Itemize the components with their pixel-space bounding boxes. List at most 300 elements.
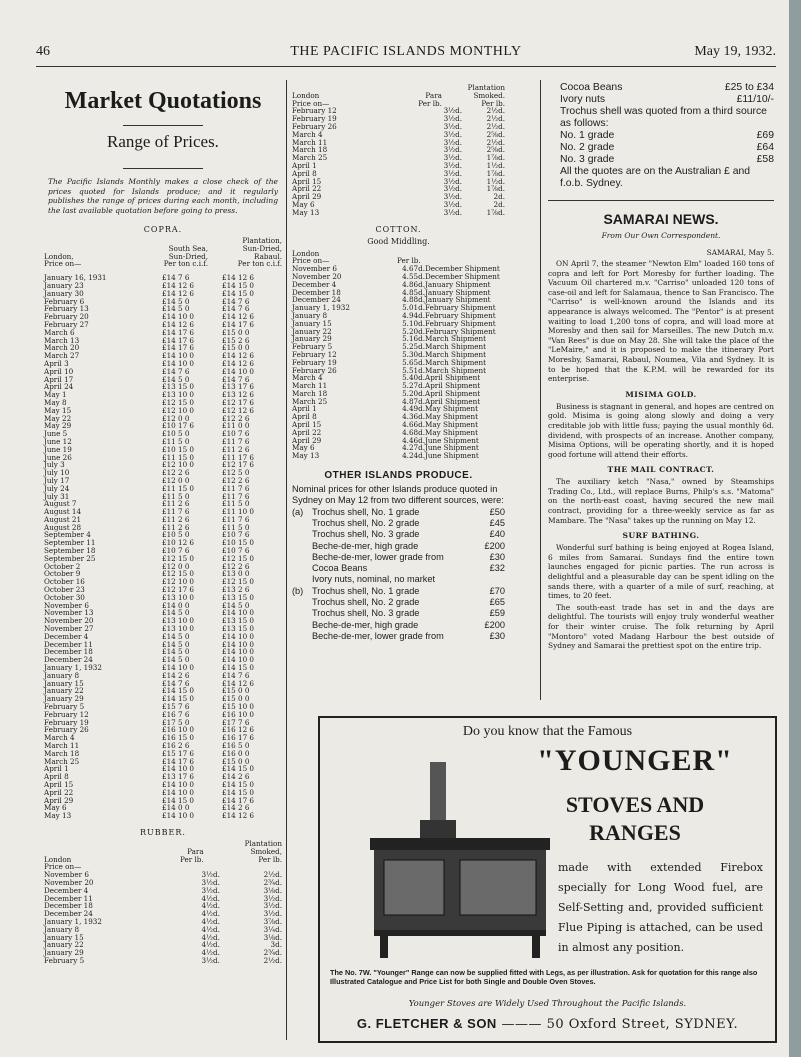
rubber2-table-cell: February 19 <box>292 114 337 124</box>
cotton-table-cell: 5.16d. <box>402 334 425 344</box>
cotton-table-cell: November 6 <box>292 264 337 274</box>
copra-table-cell: £14 5 0 <box>162 655 190 665</box>
rubber2-table-cell: 2½d. <box>486 114 505 124</box>
misima-gold-heading: MISIMA GOLD. <box>625 389 697 399</box>
cotton-table-cell: 4.46d. <box>402 435 425 445</box>
ad-stoves-and: STOVES AND <box>565 792 705 817</box>
rubber2-table-cell: April 22 <box>292 184 322 194</box>
copra-table-cell: £14 10 0 <box>222 608 255 618</box>
cotton-table-cell: 5.27d. <box>402 381 425 391</box>
copra-table-cell: £11 5 0 <box>222 499 250 509</box>
rubber-table-cell: 3d. <box>270 940 282 950</box>
issue-date: May 19, 1932. <box>694 44 776 59</box>
rubber-table-cell: 2½d. <box>263 955 282 965</box>
rubber-table-cell: 4½d. <box>201 916 220 926</box>
copra-table-cell: October 2 <box>44 561 81 571</box>
copra-title: COPRA. <box>143 225 183 234</box>
copra-table-cell: £14 0 0 <box>162 803 190 813</box>
copra-table-cell: £14 15 0 <box>222 280 255 290</box>
copra-table-cell: £13 15 0 <box>222 624 255 634</box>
copra-table-cell: June 12 <box>44 436 72 446</box>
oip-a-cell <box>292 518 312 529</box>
cotton-table-cell: December 24 <box>292 295 341 305</box>
market-intro: The Pacific Islands Monthly makes a close check of the prices quoted for Islands produce; and it regularly publishes the range of prices during each month, including the last available quotation before going to press. <box>48 177 278 215</box>
oip-b-cell: £65 <box>489 597 505 608</box>
rubber-table-cell: 2½d. <box>263 870 282 880</box>
rubber-table-cell: January 1, 1932 <box>44 916 102 926</box>
copra-table-cell: November 6 <box>44 600 89 610</box>
copra-table-cell: £16 2 6 <box>162 741 190 750</box>
copra-table-cell: £14 17 6 <box>162 335 195 345</box>
rubber-table-cell: 4½d. <box>201 940 220 950</box>
oip-a-row <box>292 529 505 540</box>
copra-table-cell: January 30 <box>44 288 84 298</box>
copra-table-cell: £14 12 6 <box>162 288 195 298</box>
cotton-table-row <box>292 452 505 460</box>
oip-b-row <box>292 586 505 597</box>
rubber2-table-cell: March 25 <box>292 153 328 163</box>
page-header <box>36 44 776 62</box>
copra-table-cell: £10 7 6 <box>222 530 250 540</box>
cotton-table-cell: January Shipment <box>425 287 491 297</box>
copra-table-cell: January 22 <box>44 686 84 696</box>
oip-b-row <box>292 620 505 631</box>
copra-table-cell: £11 2 6 <box>162 514 190 524</box>
copra-table-cell: £14 10 0 <box>162 351 195 361</box>
copra-table-cell: February 27 <box>44 319 89 329</box>
rubber2-table-row <box>292 162 505 170</box>
copra-table-cell: February 5 <box>44 702 85 712</box>
rubber2-table-cell: 1⅞d. <box>486 168 505 178</box>
cotton-table-cell: 4.27d. <box>402 443 425 453</box>
copra-table-cell: £11 2 6 <box>162 499 190 509</box>
copra-table-cell: £11 15 0 <box>162 483 195 493</box>
rubber2-table-cell: March 4 <box>292 129 323 139</box>
rubber2-table-cell: 2½d. <box>486 106 505 116</box>
ad-fine-print: The No. 7W. "Younger" Range can now be supplied fitted with Legs, as per illustration. Ask for quotation for this range also Illustrated Catalogue and Price List for both Single and Double Oven Stoves. <box>330 968 758 986</box>
oip-a-row <box>292 552 505 563</box>
market-quotations-title: Market Quotations <box>64 88 262 114</box>
oip-b-row <box>292 608 505 619</box>
copra-table-cell: April 15 <box>44 779 74 789</box>
rubber-table-cell: 2¾d. <box>263 877 282 887</box>
copra-table-cell: £11 7 6 <box>222 436 250 446</box>
copra-table-cell: £14 7 6 <box>222 374 250 384</box>
copra-table-cell: £10 7 6 <box>162 546 190 556</box>
copra-table-cell: November 20 <box>44 616 94 626</box>
rubber2-table-cell: 3½d. <box>443 207 462 217</box>
news-paragraph-mail: The auxiliary ketch "Nasa," owned by Steamships Trading Co., Ltd., will replace Burns, Philp's s.s. "Matoma" on the north-east coast, having secured the new mail contract, providing for a three-weekly service as far as Mambare. The "Nasa" takes up the running on May 12. <box>548 477 774 525</box>
column-prices <box>292 84 505 642</box>
copra-table-cell: November 13 <box>44 608 94 618</box>
copra-table-cell: £14 10 0 <box>162 764 195 774</box>
copra-table-cell: May 6 <box>44 803 67 813</box>
rubber-table-cell: 3¼d. <box>263 924 282 934</box>
copra-table-cell: February 26 <box>44 725 89 735</box>
copra-table-cell: £12 15 0 <box>162 397 195 407</box>
rubber2-table-cell: 3½d. <box>443 184 462 194</box>
copra-table-cell: £14 10 0 <box>162 811 195 821</box>
copra-table-cell: July 24 <box>44 483 70 493</box>
page-number: 46 <box>36 44 50 59</box>
copra-table-cell: £10 15 0 <box>222 538 255 548</box>
copra-table-cell: February 20 <box>44 312 89 322</box>
copra-table-cell: May 15 <box>44 405 72 415</box>
oip-a-cell: Beche-de-mer, high grade <box>312 540 419 551</box>
copra-table-cell: January 8 <box>44 670 80 680</box>
rubber2-table-cell: 2½d. <box>486 121 505 131</box>
copra-table-cell: March 11 <box>44 741 80 750</box>
copra-table-cell: £14 5 0 <box>162 304 190 314</box>
copra-table-cell: March 4 <box>44 733 75 743</box>
copra-table-cell: £14 7 6 <box>162 678 190 688</box>
oip-a-row <box>292 563 505 574</box>
rubber-table-cell: 3½d. <box>201 877 220 887</box>
copra-table-cell: £10 5 0 <box>162 429 190 439</box>
copra-table-cell: £12 17 6 <box>222 460 255 470</box>
copra-table-cell: £11 10 0 <box>222 507 255 517</box>
cotton-table-cell: 5.65d. <box>402 357 425 367</box>
copra-table-cell: £13 10 0 <box>162 390 195 400</box>
copra-table-cell: £13 17 6 <box>162 772 195 782</box>
cotton-table-cell: 4.49d. <box>402 404 425 414</box>
copra-table-cell: £12 17 6 <box>222 397 255 407</box>
oip-b-cell: Beche-de-mer, lower grade from <box>312 630 444 641</box>
cotton-table-cell: February Shipment <box>425 303 496 313</box>
rubber-title: RUBBER. <box>140 827 186 837</box>
cotton-table-cell: February 19 <box>292 357 337 367</box>
copra-table-cell: £13 15 0 <box>162 382 195 392</box>
copra-table-row <box>44 812 282 820</box>
rubber-table-cell: 4½d. <box>201 932 220 942</box>
copra-table-cell: £14 12 6 <box>162 280 195 290</box>
cotton-table-cell: March Shipment <box>425 342 487 352</box>
copra-table-cell: £14 15 0 <box>162 795 195 805</box>
stove-illustration <box>360 760 560 960</box>
copra-table-cell: £10 5 0 <box>162 530 190 540</box>
cotton-table-cell: June Shipment <box>425 435 479 445</box>
cotton-table-cell: 5.10d. <box>402 318 425 328</box>
copra-table-cell: March 27 <box>44 351 80 361</box>
other-produce-list-a <box>292 507 505 575</box>
cotton-table-cell: March Shipment <box>425 334 487 344</box>
cotton-table-cell: February Shipment <box>425 326 496 336</box>
rubber-table-cell: December 24 <box>44 909 93 919</box>
cotton-table-cell: May Shipment <box>425 412 479 422</box>
copra-table-cell: £12 10 0 <box>162 460 195 470</box>
oip-a-cell <box>292 529 312 540</box>
copra-table-cell: May 1 <box>44 390 67 400</box>
copra-table-cell: £14 5 0 <box>162 647 190 657</box>
rubber2-table-cell: 1⅞d. <box>486 153 505 163</box>
ad-address: 50 Oxford Street, SYDNEY. <box>546 1017 739 1032</box>
rubber2-table-row <box>292 201 505 209</box>
copra-table-cell: £14 2 6 <box>222 772 250 782</box>
rubber-table-cell: 3⅛d. <box>263 932 282 942</box>
rubber-table-cell: 3½d. <box>201 870 220 880</box>
cotton-table-cell: March 25 <box>292 396 328 406</box>
copra-table-cell: £13 15 0 <box>222 616 255 626</box>
copra-table-cell: £12 15 0 <box>222 553 255 563</box>
copra-table-cell: June 26 <box>44 452 72 462</box>
rubber-table-cell: 4½d. <box>201 948 220 958</box>
rubber2-table-row <box>292 178 505 186</box>
copra-table-cell: £11 7 6 <box>222 483 250 493</box>
copra-table-cell: £14 7 6 <box>222 304 250 314</box>
oip-b-cell: £30 <box>489 630 505 641</box>
cotton-table-cell: 5.25d. <box>402 342 425 352</box>
oip-a-cell: Trochus shell, No. 3 grade <box>312 529 420 540</box>
cotton-table-cell: April 8 <box>292 412 317 422</box>
rubber2-table-cell: 2d. <box>493 192 505 202</box>
other-produce-title: OTHER ISLANDS PRODUCE. <box>324 470 473 482</box>
copra-table-cell: £15 0 0 <box>222 694 250 704</box>
copra-table-cell: £12 2 6 <box>222 561 250 571</box>
oip-a-cell: Cocoa Beans <box>312 563 368 574</box>
oip-a-cell: £50 <box>489 506 505 517</box>
subtitle-rule <box>123 168 203 169</box>
copra-table-cell: £16 15 0 <box>162 733 195 743</box>
copra-table-cell: September 18 <box>44 546 96 556</box>
copra-table-cell: £14 10 0 <box>162 787 195 797</box>
copra-table-cell: £12 5 0 <box>222 468 250 478</box>
copra-table-cell: December 18 <box>44 647 93 657</box>
cotton-table-cell: 4.85d. <box>402 287 425 297</box>
rubber2-table-cell: May 13 <box>292 207 320 217</box>
dateline: SAMARAI, May 5. <box>706 248 774 257</box>
copra-table-cell: August 21 <box>44 514 82 524</box>
copra-table-cell: £14 5 0 <box>222 600 250 610</box>
copra-table-cell: £17 5 0 <box>162 717 190 727</box>
header-rule <box>36 66 776 67</box>
cotton-table-cell: 4.55d. <box>402 271 425 281</box>
oip-a-cell: £200 <box>484 540 505 551</box>
oip-b-cell: Beche-de-mer, high grade <box>312 619 419 630</box>
rubber2-table-cell: April 29 <box>292 192 322 202</box>
rubber-table-cell: November 20 <box>44 877 94 887</box>
cotton-subtitle: Good Middling. <box>367 236 430 246</box>
news-paragraph-shipping: ON April 7, the steamer "Newton Elm" loaded 160 tons of copra and left for Port Moresby for further loading. The Vacuum Oil chartered m.v. "Carriso" unloaded 120 tons of case-oil and left for Salamaua, thence to San Francisco. The "Carriso" is well-known around the Islands and its appearance is always welcomed. The "Pentor" is at present waiting to load 1,200 tons of copra, and will load more at Moresby and then sail for Marseilles. The new Dutch m.v. "Van Rees" is due on May 28. She will take the place of the "LeMaire," and it is proposed to make the itinerary Port Moresby, Samarai, Rabaul, Noumea, Vila and Sydney. It is to be hoped that the K.P.M. will be rewarded for its enterprise. <box>548 259 774 384</box>
cotton-table-cell: March Shipment <box>425 365 487 375</box>
rubber2-table-cell: April 8 <box>292 168 317 178</box>
copra-table-cell: July 31 <box>44 491 70 501</box>
copra-table-cell: June 5 <box>44 429 68 439</box>
cotton-header: London Price on— Per lb. <box>292 248 421 266</box>
oip-b-cell <box>292 608 312 619</box>
cotton-table-cell: April Shipment <box>425 381 481 391</box>
rubber2-table-cell: March 11 <box>292 137 328 147</box>
rubber-continued-table <box>292 107 505 216</box>
copra-table-cell: £10 17 6 <box>162 421 195 431</box>
copra-table-cell: £14 10 0 <box>162 358 195 368</box>
copra-table-cell: £16 5 0 <box>222 741 250 750</box>
copra-table-cell: May 29 <box>44 421 72 431</box>
cotton-table-cell: March 4 <box>292 373 323 383</box>
copra-table-cell: £14 2 6 <box>222 803 250 813</box>
oip-b-cell <box>292 631 312 642</box>
copra-table-cell: £11 7 6 <box>222 514 250 524</box>
cotton-table-cell: 5.40d. <box>402 373 425 383</box>
copra-table-cell: £14 7 6 <box>162 273 190 283</box>
cotton-table-cell: January 15 <box>292 318 332 328</box>
oip-a-row <box>292 507 505 518</box>
rubber2-table-cell: 3½d. <box>443 176 462 186</box>
cotton-title: COTTON. <box>375 224 422 234</box>
news-paragraph-misima: Business is stagnant in general, and hopes are centred on gold. Misima is going along slowly and doing a very creditable job with little fuss; paying the usual monthly 6d. dividend, with prospects of an increase. Another company, Misima Options, will be operating shortly, and it is hoped good fortune will attend their efforts. <box>548 401 774 459</box>
copra-table-cell: £10 15 0 <box>162 444 195 454</box>
copra-table-cell: £14 10 0 <box>222 655 255 665</box>
copra-table-cell: £12 0 0 <box>162 413 190 423</box>
copra-table-cell: April 1 <box>44 764 69 774</box>
rubber2-table-cell: 3½d. <box>443 106 462 116</box>
copra-table-cell: £11 0 0 <box>222 421 250 431</box>
cotton-table-cell: April Shipment <box>425 388 481 398</box>
copra-table-cell: £14 10 0 <box>162 312 195 322</box>
copra-table-cell: £14 12 6 <box>222 358 255 368</box>
rubber-table-cell: February 5 <box>44 955 85 965</box>
copra-table-cell: June 19 <box>44 444 72 454</box>
ad-tagline: Younger Stoves are Widely Used Throughout the Pacific Islands. <box>408 999 687 1009</box>
copra-table-cell: £12 15 0 <box>162 553 195 563</box>
rubber-table-cell: 3⅞d. <box>263 916 282 926</box>
cotton-table-cell: December Shipment <box>425 271 500 281</box>
oip-b-cell: Trochus shell, No. 1 grade <box>312 585 420 596</box>
copra-table-cell: £11 7 6 <box>162 507 190 517</box>
copra-table-cell: £16 10 0 <box>162 725 195 735</box>
cotton-table-cell: 5.20d. <box>402 326 425 336</box>
cotton-table-cell: 5.30d. <box>402 349 425 359</box>
rubber2-table-cell: 3½d. <box>443 129 462 139</box>
oip-a-cell: Trochus shell, No. 1 grade <box>312 506 420 517</box>
rubber-table-cell: December 18 <box>44 901 93 911</box>
rubber2-table-cell: 2⅝d. <box>486 129 505 139</box>
copra-table-cell: £14 15 0 <box>222 787 255 797</box>
cotton-table-cell: 4.66d. <box>402 420 425 430</box>
rubber-table-cell: 4½d. <box>201 893 220 903</box>
rubber-table-row <box>44 918 282 926</box>
copra-table-cell: March 6 <box>44 327 75 337</box>
copra-table-cell: £14 17 6 <box>162 756 195 766</box>
rubber2-table-cell: March 18 <box>292 145 328 155</box>
rubber2-table-row <box>292 185 505 193</box>
copra-table-cell: £14 5 0 <box>162 296 190 306</box>
rubber-table-cell: 4½d. <box>201 909 220 919</box>
cotton-table-cell: April Shipment <box>425 396 481 406</box>
copra-table-cell: October 16 <box>44 577 85 587</box>
oip-a-cell: £45 <box>489 517 505 528</box>
copra-table-cell: February 6 <box>44 296 85 306</box>
oip-a-cell <box>292 563 312 574</box>
copra-table-cell: £14 12 6 <box>222 678 255 688</box>
copra-table-cell: £15 0 0 <box>222 686 250 696</box>
copra-table-cell: £11 5 0 <box>222 522 250 532</box>
rubber2-table-cell: 3½d. <box>443 160 462 170</box>
cotton-table-cell: April Shipment <box>425 373 481 383</box>
copra-table-cell: May 8 <box>44 397 67 407</box>
copra-table-cell: April 10 <box>44 366 74 376</box>
news-paragraph-weather: The south-east trade has set in and the days are delightful. The tourists will enjoy truly wonderful weather for their winter cruise. The folk returning by April "Montoro" voted Madang Harbour the best outside of Sydney and Samarai the prettiest spot on the entire trip. <box>548 602 774 651</box>
cotton-table-cell: 5.20d. <box>402 388 425 398</box>
copra-table-cell: £12 0 0 <box>162 475 190 485</box>
cotton-table-cell: February Shipment <box>425 310 496 320</box>
copra-table-cell: April 24 <box>44 382 74 392</box>
cotton-table-cell: February 12 <box>292 349 337 359</box>
cotton-table-cell: 4.67d. <box>402 264 425 274</box>
copra-table-cell: January 23 <box>44 280 84 290</box>
rubber2-table-cell: 1½d. <box>486 176 505 186</box>
oip-a-cell: £40 <box>489 529 505 540</box>
copra-table-cell: £14 10 0 <box>222 639 255 649</box>
cotton-table-cell: February Shipment <box>425 318 496 328</box>
copra-table <box>44 274 282 820</box>
rubber2-table-row <box>292 154 505 162</box>
copra-table-cell: £14 2 6 <box>162 670 190 680</box>
copra-table-cell: February 19 <box>44 717 89 727</box>
copra-table-cell: £14 10 0 <box>222 631 255 641</box>
copra-table-cell: December 24 <box>44 655 93 665</box>
rubber-table-cell: January 15 <box>44 932 84 942</box>
rubber2-table-cell: April 1 <box>292 160 317 170</box>
copra-table-cell: November 27 <box>44 624 94 634</box>
copra-table-cell: August 28 <box>44 522 82 532</box>
copra-table-cell: £11 2 6 <box>222 444 250 454</box>
cotton-table-cell: 4.36d. <box>402 412 425 422</box>
copra-table-cell: January 1, 1932 <box>44 663 102 673</box>
third-source-quotes: Cocoa Beans £25 to £34 Ivory nuts £11/10/- Trochus shell was quoted from a third source as follows: No. 1 grade £69 No. 2 grade £64 No. 3 grade £58 All the quotes are on the Australian £ and f.o.b. Sydney. <box>560 82 774 189</box>
oip-a-cell: Beche-de-mer, lower grade from <box>312 551 444 562</box>
copra-table-cell: July 3 <box>44 460 65 470</box>
copra-table-cell: £16 10 0 <box>222 709 255 719</box>
rubber2-table-row <box>292 123 505 131</box>
samarai-news-body <box>548 248 774 651</box>
copra-table-cell: April 17 <box>44 374 74 384</box>
rubber-table-cell: 2¾d. <box>263 948 282 958</box>
news-paragraph-surf: Wonderful surf bathing is being enjoyed at Rogea Island, 6 miles from Samarai. Sundays find the entire town launches engaged for picnic parties. The run across is delightful and a pleasurable day can be spent idling on the sands there, with a quarter of a mile of surf, reaching, at times, to 20 feet. <box>548 543 774 601</box>
rubber-table-cell: December 4 <box>44 885 89 895</box>
oip-a-cell <box>292 541 312 552</box>
cotton-table-cell: December Shipment <box>425 264 500 274</box>
rubber-table-cell: 3½d. <box>263 909 282 919</box>
rubber2-table-cell: April 15 <box>292 176 322 186</box>
copra-table-cell: £12 15 0 <box>222 577 255 587</box>
cotton-table-cell: February 5 <box>292 342 333 352</box>
copra-table-cell: £11 2 6 <box>162 522 190 532</box>
ad-dash: ——— <box>501 1017 547 1032</box>
copra-table-cell: £14 15 0 <box>162 686 195 696</box>
copra-table-cell: £16 0 0 <box>222 748 250 758</box>
rubber2-table-row <box>292 193 505 201</box>
ad-body: made with extended Firebox specially for Long Wood fuel, are Self-Setting and, provided sufficient Flue Piping is attached, can be used in almost any position. <box>558 861 763 954</box>
rubber2-table-cell: February 26 <box>292 121 337 131</box>
oip-b-cell: Trochus shell, No. 3 grade <box>312 608 420 619</box>
copra-table-cell: £15 0 0 <box>222 343 250 353</box>
copra-table-cell: £14 15 0 <box>162 694 195 704</box>
copra-table-cell: £14 10 0 <box>162 779 195 789</box>
copra-table-cell: £11 7 6 <box>222 491 250 501</box>
cotton-table-cell: December 18 <box>292 287 341 297</box>
cotton-table-cell: May 13 <box>292 451 320 461</box>
rubber2-table-row <box>292 209 505 217</box>
cotton-table-cell: June Shipment <box>425 451 479 461</box>
other-produce-intro: Nominal prices for other Islands produce quoted in Sydney on May 12 from two different sources, were: <box>292 484 504 506</box>
oip-a-row <box>292 518 505 529</box>
copra-table-cell: February 12 <box>44 709 89 719</box>
ad-footer <box>320 1016 775 1032</box>
copra-table-cell: £12 17 6 <box>162 585 195 595</box>
range-of-prices-subtitle: Range of Prices. <box>107 132 219 151</box>
cotton-table-cell: 4.24d. <box>402 451 425 461</box>
copra-table-cell: £10 7 6 <box>222 546 250 556</box>
